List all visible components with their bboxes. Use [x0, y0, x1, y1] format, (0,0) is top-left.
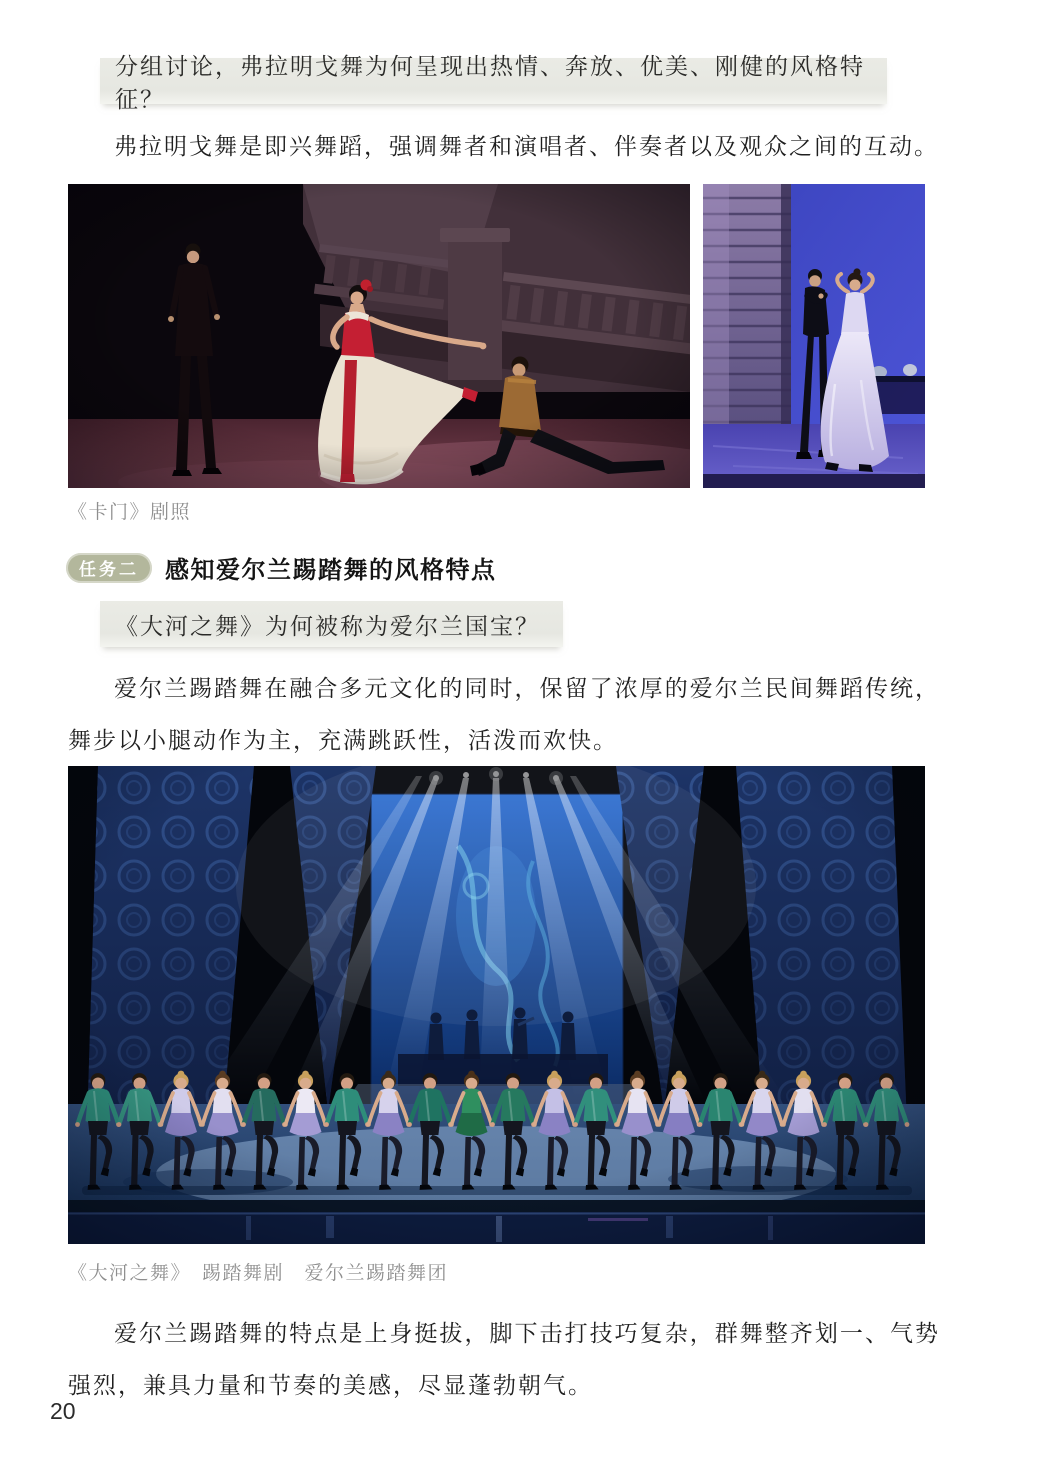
carmen-caption: 《卡门》剧照: [68, 502, 192, 523]
carmen-duo-photo: [703, 184, 925, 488]
discussion-question-riverdance: [100, 601, 563, 647]
page-number: 20: [50, 1398, 76, 1424]
task-badge: 任务二: [66, 553, 152, 583]
riverdance-caption: 《大河之舞》 踢踏舞剧 爱尔兰踢踏舞团: [68, 1263, 449, 1284]
task-title: 感知爱尔兰踢踏舞的风格特点: [165, 557, 497, 584]
discussion-question-flamenco: [100, 54, 887, 112]
carmen-stage-photo: [68, 184, 690, 488]
carmen-photo-row: [68, 184, 925, 488]
task-header: [66, 550, 497, 585]
riverdance-photo: [68, 766, 925, 1244]
question-text: 分组讨论，弗拉明戈舞为何呈现出热情、奔放、优美、刚健的风格特征？: [115, 54, 865, 112]
irish-intro-paragraph: 爱尔兰踢踏舞在融合多元文化的同时，保留了浓厚的爱尔兰民间舞蹈传统，舞步以小腿动作为主，充满跳跃性，活泼而欢快。: [68, 676, 940, 753]
brick-column: [703, 184, 791, 436]
question-text: 《大河之舞》为何被称为爱尔兰国宝？: [115, 613, 540, 639]
irish-closing-paragraph: 爱尔兰踢踏舞的特点是上身挺拔，脚下击打技巧复杂，群舞整齐划一、气势强烈，兼具力量和节奏的美感，尽显蓬勃朝气。: [68, 1321, 940, 1398]
flamenco-intro-paragraph: 弗拉明戈舞是即兴舞蹈，强调舞者和演唱者、伴奏者以及观众之间的互动。: [114, 134, 939, 159]
